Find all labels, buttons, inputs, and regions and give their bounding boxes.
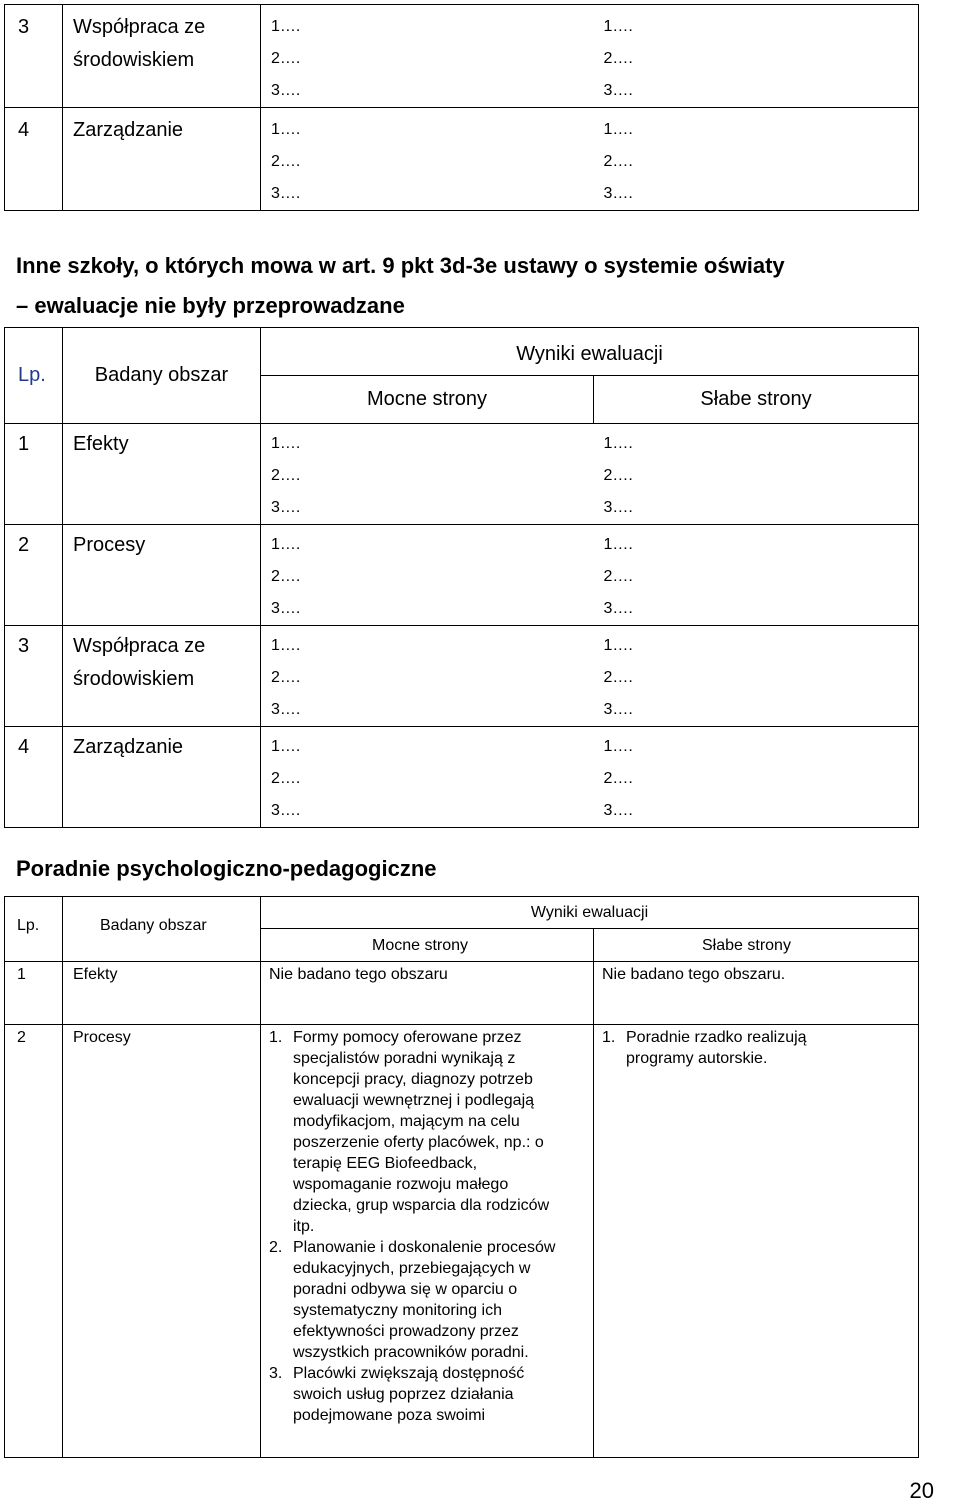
row-area: Efekty bbox=[63, 962, 261, 1025]
header-strong: Mocne strony bbox=[261, 376, 594, 424]
header-results: Wyniki ewaluacji bbox=[261, 897, 919, 929]
row-area: Procesy bbox=[63, 525, 261, 626]
weak-list: 1…. 2…. 3…. bbox=[594, 108, 919, 211]
evaluation-table bbox=[4, 327, 919, 828]
heading-line: – ewaluacje nie były przeprowadzane bbox=[16, 293, 405, 318]
heading-line: Inne szkoły, o których mowa w art. 9 pkt 3d-3e ustawy o systemie oświaty bbox=[16, 253, 785, 278]
row-number: 4 bbox=[5, 108, 63, 211]
header-lp: Lp. bbox=[5, 897, 63, 962]
row-number: 1 bbox=[5, 962, 63, 1025]
table-row bbox=[5, 5, 919, 108]
weak-list: 1…. 2…. 3…. bbox=[594, 727, 919, 828]
strong-list: 1…. 2…. 3…. bbox=[261, 108, 594, 211]
page-number: 20 bbox=[909, 1478, 934, 1503]
evaluation-table-poradnie bbox=[4, 896, 919, 1458]
table-row bbox=[5, 1025, 919, 1458]
row-number: 1 bbox=[5, 424, 63, 525]
header-row bbox=[5, 897, 919, 929]
header-row bbox=[5, 328, 919, 376]
row-area: Współpraca ze środowiskiem bbox=[63, 5, 261, 108]
table-row bbox=[5, 626, 919, 727]
header-lp: Lp. bbox=[5, 328, 63, 424]
strong-list bbox=[261, 1025, 594, 1458]
header-weak: Słabe strony bbox=[594, 376, 919, 424]
weak-list: 1…. 2…. 3…. bbox=[594, 424, 919, 525]
header-area: Badany obszar bbox=[63, 328, 261, 424]
strong-list: 1…. 2…. 3…. bbox=[261, 727, 594, 828]
strong-list: 1…. 2…. 3…. bbox=[261, 424, 594, 525]
weak-list: 1…. 2…. 3…. bbox=[594, 525, 919, 626]
weak-list: 1…. 2…. 3…. bbox=[594, 5, 919, 108]
list-item: 1. Poradnie rzadko realizują programy autorskie. bbox=[602, 1029, 807, 1067]
list-item: 3. Placówki zwiększają dostępność swoich usług poprzez działania podejmowane poza swoimi bbox=[269, 1365, 525, 1424]
row-number: 4 bbox=[5, 727, 63, 828]
section-heading: Poradnie psychologiczno-pedagogiczne bbox=[16, 856, 437, 881]
header-results: Wyniki ewaluacji bbox=[261, 328, 919, 376]
weak-list bbox=[594, 1025, 919, 1458]
header-weak: Słabe strony bbox=[594, 929, 919, 962]
table-row bbox=[5, 108, 919, 211]
row-number: 2 bbox=[5, 1025, 63, 1458]
row-area: Współpraca ze środowiskiem bbox=[63, 626, 261, 727]
row-area: Efekty bbox=[63, 424, 261, 525]
header-strong: Mocne strony bbox=[261, 929, 594, 962]
section-heading bbox=[16, 246, 785, 326]
list-item: 2. Planowanie i doskonalenie procesów edukacyjnych, przebiegających w poradni odbywa się w oparciu o systematyczny monitoring ich efektywności prowadzony przez wszystkich pracowników poradni. bbox=[269, 1239, 556, 1361]
list-item: 1. Formy pomocy oferowane przez specjalistów poradni wynikają z koncepcji pracy, diagnozy potrzeb ewaluacji wewnętrznej i podlegają modyfikacjom, mającym na celu poszerzenie oferty placówek, np.: o terapię EEG Biofeedback, wspomaganie rozwoju małego dziecka, grup wsparcia dla rodziców itp. bbox=[269, 1029, 550, 1235]
table-continuation bbox=[4, 4, 919, 211]
header-area: Badany obszar bbox=[63, 897, 261, 962]
row-number: 3 bbox=[5, 626, 63, 727]
table-row bbox=[5, 727, 919, 828]
row-number: 3 bbox=[5, 5, 63, 108]
row-area: Zarządzanie bbox=[63, 727, 261, 828]
row-area: Procesy bbox=[63, 1025, 261, 1458]
strong-text: Nie badano tego obszaru bbox=[261, 962, 594, 1025]
strong-list: 1…. 2…. 3…. bbox=[261, 5, 594, 108]
weak-list: 1…. 2…. 3…. bbox=[594, 626, 919, 727]
table-row bbox=[5, 424, 919, 525]
row-number: 2 bbox=[5, 525, 63, 626]
weak-text: Nie badano tego obszaru. bbox=[594, 962, 919, 1025]
table-row bbox=[5, 525, 919, 626]
strong-list: 1…. 2…. 3…. bbox=[261, 626, 594, 727]
table-row bbox=[5, 962, 919, 1025]
strong-list: 1…. 2…. 3…. bbox=[261, 525, 594, 626]
row-area: Zarządzanie bbox=[63, 108, 261, 211]
